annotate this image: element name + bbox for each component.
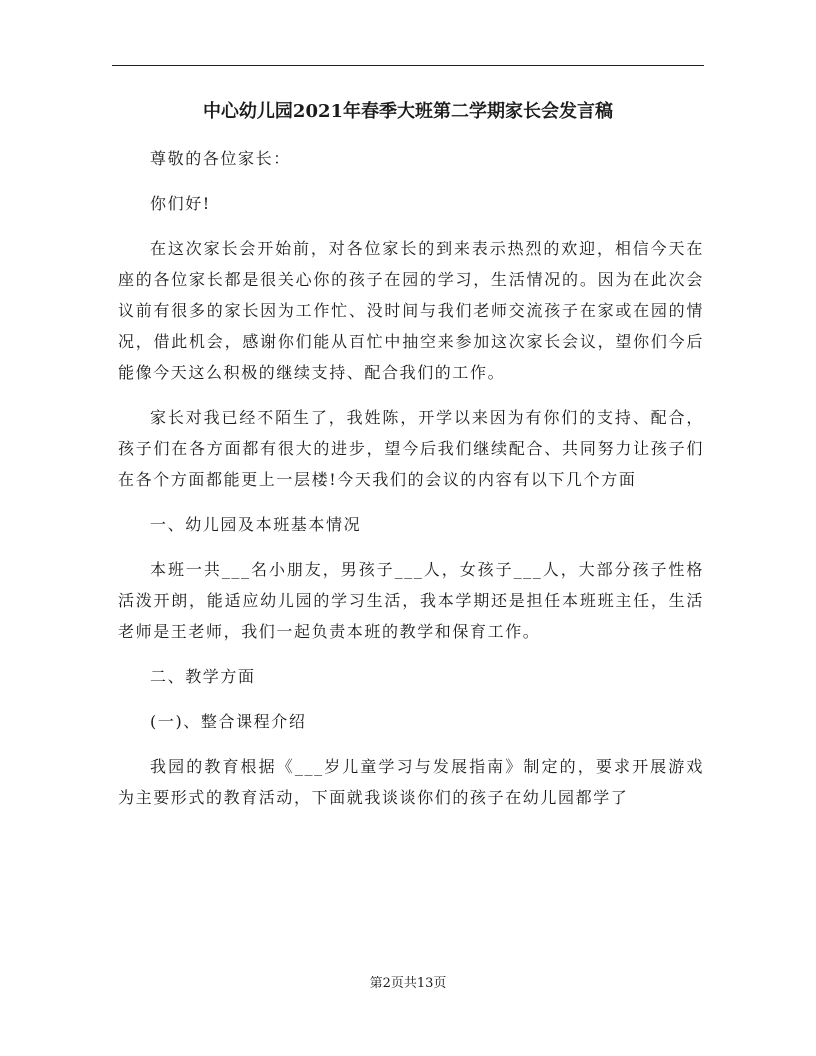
subsection-heading-1: (一)、整合课程介绍 [150, 712, 307, 731]
paragraph-curriculum: 我园的教育根据《___岁儿童学习与发展指南》制定的，要求开展游戏为主要形式的教育活动，下面就我谈谈你们的孩子在幼儿园都学了 [118, 757, 704, 807]
section-heading-1: 一、幼儿园及本班基本情况 [150, 515, 362, 534]
salutation: 尊敬的各位家长： [150, 149, 291, 168]
paragraph-welcome: 在这次家长会开始前，对各位家长的到来表示热烈的欢迎，相信今天在座的各位家长都是很关心你的孩子在园的学习，生活情况的。因为在此次会议前有很多的家长因为工作忙、没时间与我们老师交流孩子在家或在园的情况，借此机会，感谢你们能从百忙中抽空来参加这次家长会议，望你们今后能像今天这么积极的继续支持、配合我们的工作。 [118, 239, 704, 382]
header-rule [112, 65, 704, 66]
document-body [118, 143, 704, 813]
paragraph-introduction: 家长对我已经不陌生了，我姓陈，开学以来因为有你们的支持、配合，孩子们在各方面都有很大的进步，望今后我们继续配合、共同努力让孩子们在各个方面都能更上一层楼!今天我们的会议的内容有以下几个方面 [118, 408, 704, 489]
page-number: 第2页共13页 [369, 976, 447, 991]
greeting: 你们好! [150, 194, 211, 213]
section-heading-2: 二、教学方面 [150, 667, 256, 686]
document-title: 中心幼儿园2021年春季大班第二学期家长会发言稿 [202, 101, 614, 122]
paragraph-class-info: 本班一共___名小朋友，男孩子___人，女孩子___人，大部分孩子性格活泼开朗，能适应幼儿园的学习生活，我本学期还是担任本班班主任，生活老师是王老师，我们一起负责本班的教学和保育工作。 [118, 560, 704, 641]
